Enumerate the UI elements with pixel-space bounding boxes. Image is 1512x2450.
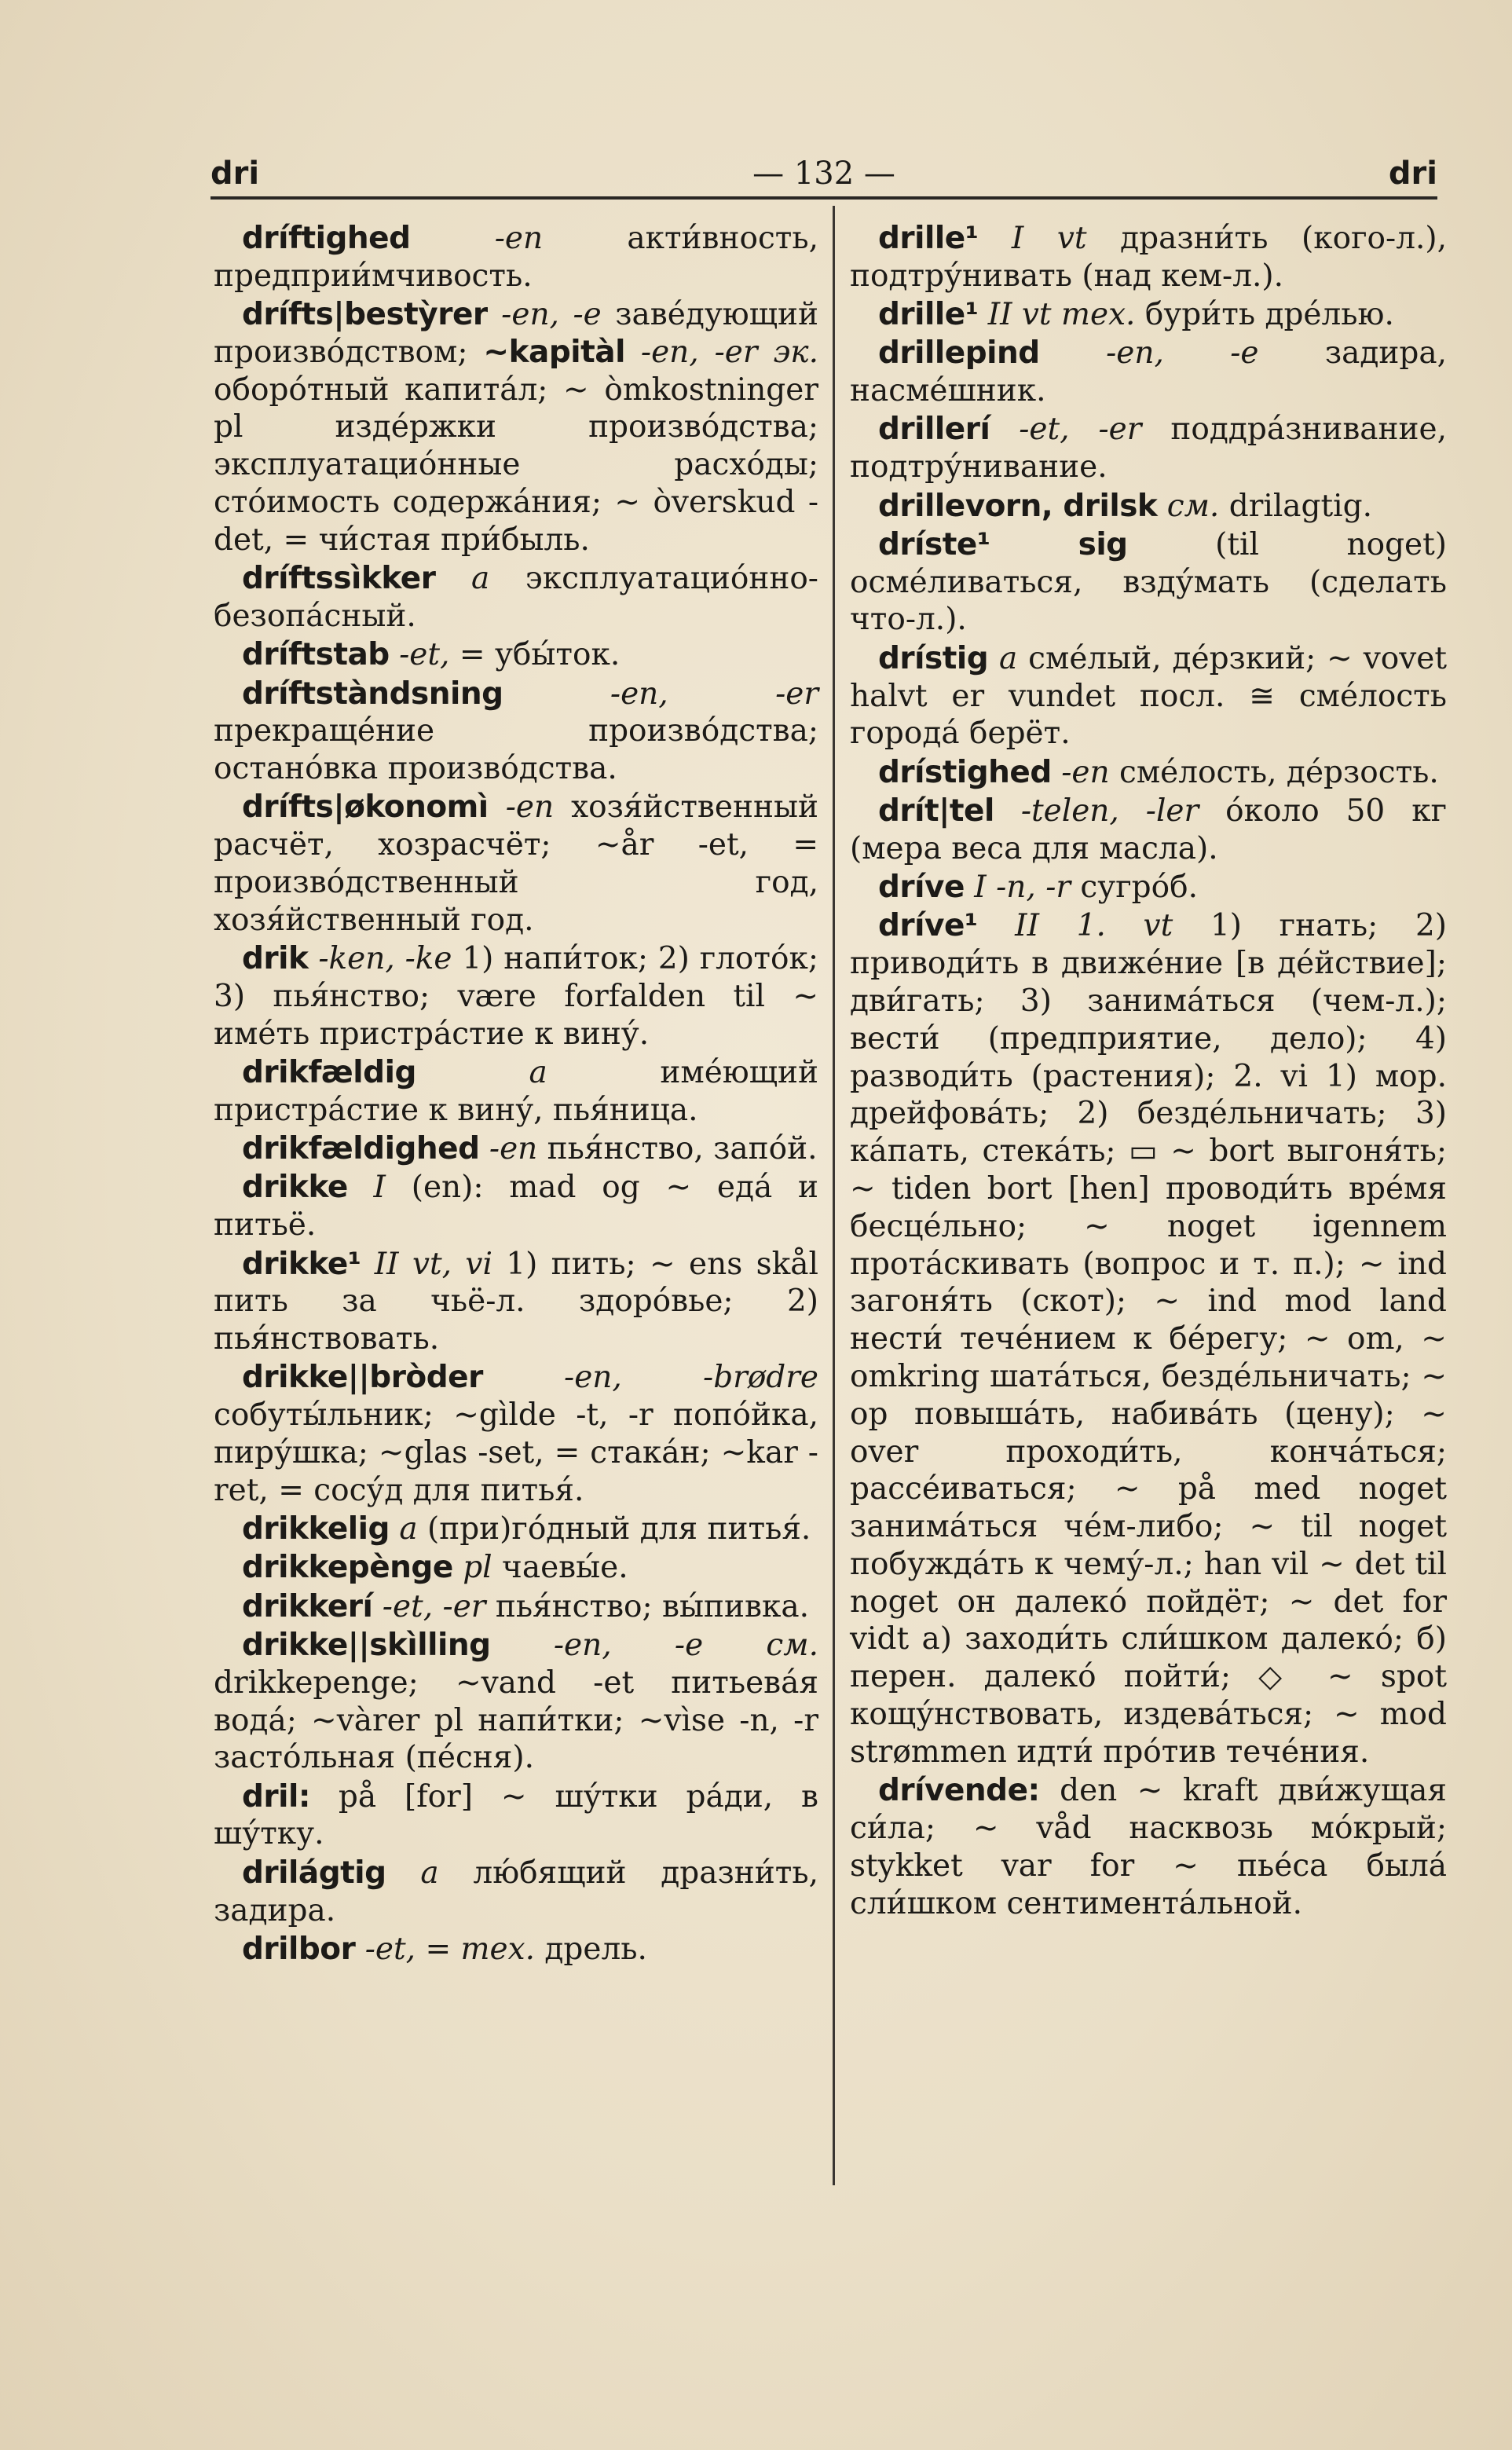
entry-grammar: -telen, -ler <box>994 793 1199 829</box>
dictionary-entry <box>214 1588 818 1626</box>
entry-definition: den ~ kraft дви́жущая си́ла; ~ våd насквозь мо́крый; stykket var for ~ пье́са была́ сли́шком сентимента́льной. <box>850 1773 1447 1921</box>
entry-grammar: -en, -er <box>503 676 818 712</box>
entry-headword: drífts|bestỳrer <box>242 297 488 333</box>
entry-grammar: -et, = тех. <box>355 1931 535 1967</box>
header-right-guideword: dri <box>1388 156 1437 192</box>
entry-definition: дразни́ть (кого-л.), подтру́нивать (над кем-л.). <box>850 221 1447 294</box>
entry-headword: drít|tel <box>878 793 994 829</box>
entry-grammar: -et, -er <box>372 1588 486 1624</box>
entry-grammar: -et, = <box>389 637 485 673</box>
dictionary-entry <box>214 940 818 1053</box>
entry-grammar: II vt тех. <box>978 297 1136 333</box>
dictionary-entry <box>850 1772 1447 1922</box>
entry-definition: (en): mad og ~ еда́ и питьё. <box>214 1170 818 1243</box>
dictionary-entry <box>850 640 1447 753</box>
dictionary-entry <box>850 488 1447 526</box>
dictionary-entry <box>850 869 1447 906</box>
entry-headword: drikke||bròder <box>242 1360 483 1396</box>
entry-grammar: -en, -brødre <box>482 1360 818 1396</box>
entry-headword: drikke||skìlling <box>242 1627 491 1663</box>
entry-headword: drikkepènge <box>242 1550 453 1586</box>
dictionary-entry <box>214 1778 818 1854</box>
entry-headword: drikke <box>242 1170 348 1206</box>
entry-grammar: -en <box>488 789 555 826</box>
entry-grammar: a <box>988 640 1018 676</box>
entry-headword: drillepind <box>878 335 1040 372</box>
entry-grammar: pl <box>452 1550 492 1586</box>
entry-headword: drilágtig <box>242 1855 386 1891</box>
entry-headword: dríftstàndsning <box>242 676 503 712</box>
dictionary-entry <box>214 789 818 939</box>
entry-headword: drífts|økonomì <box>242 789 489 826</box>
entry-definition: сме́лый, де́рзкий; ~ vovet halvt er vundet посл. ≅ сме́лость города́ берёт. <box>850 640 1448 752</box>
entry-headword: drille¹ <box>878 221 979 256</box>
entry-grammar: II vt, vi <box>361 1246 492 1282</box>
entry-definition: 1) гнать; 2) приводи́ть в движе́ние [в де́йствие]; дви́гать; 3) занима́ться (чем-л.); вести́ (предприятие, дело); 4) разводи́ть (растения); 2. vi 1) мор. дрейфова́ть; 2) безде́льничать; 3) ка́пать, стека́ть; ▭ ~ bort выгоня́ть; ~ tiden bort [hen] проводи́ть вре́мя бесце́льно; ~ noget igennem прота́скивать (вопрос и т. п.); ~ ind загоня́ть (скот); ~ ind mod land нести́ тече́нием к бе́регу; ~ om, ~ omkring шата́ться, безде́льничать; ~ op повыша́ть, набива́ть (цену); ~ over проходи́ть, конча́ться; рассе́иваться; ~ på med noget занима́ться че́м-либо; ~ til noget побужда́ть к чему́-л.; han vil ~ det til noget он далеко́ пойдёт; ~ det for vidt а) заходи́ть сли́шком далеко́; б) перен. далеко́ пойти́; ◇ ~ spot кощу́нствовать, издева́ться; ~ mod strømmen идти́ про́тив тече́ния. <box>850 908 1447 1770</box>
entry-definition: пья́нство, запо́й. <box>537 1131 818 1167</box>
entry-definition: drikkepenge; ~vand -et питьева́я вода́; ~vàrer pl напи́тки; ~vìse -n, -r засто́льная (пе́сня). <box>214 1664 818 1776</box>
entry-headword: drikkelig <box>242 1511 390 1547</box>
entry-definition: 1) пить; ~ ens skål пить за чьё-л. здоро́вье; 2) пья́нствовать. <box>214 1246 818 1357</box>
entry-headword: drille¹ <box>878 297 979 333</box>
entry-grammar: -en <box>479 1131 538 1167</box>
entry-definition: (при)го́дный для питья́. <box>417 1511 811 1547</box>
entry-headword: drikkerí <box>242 1588 373 1624</box>
entry-definition: прекраще́ние произво́дства; остано́вка произво́дства. <box>214 713 818 787</box>
entry-grammar: -en, -e <box>1039 335 1259 372</box>
entry-headword: dríftstab <box>242 637 390 673</box>
entry-headword: dríftssìkker <box>242 561 436 597</box>
entry-headword: drikfældighed <box>242 1131 480 1167</box>
entry-definition: пья́нство; вы́пивка. <box>485 1588 810 1624</box>
entry-grammar: a <box>386 1855 439 1891</box>
entry-definition: эксплуатацио́нно-безопа́сный. <box>214 561 818 634</box>
dictionary-entry <box>850 220 1447 295</box>
dictionary-entry <box>850 296 1447 334</box>
entry-headword: drillevorn, drilsk <box>878 488 1158 524</box>
dictionary-entry <box>214 1511 818 1548</box>
entry-definition: лю́бящий дразни́ть, задира. <box>214 1855 818 1928</box>
entry-headword: dríste¹ sig <box>878 526 1128 562</box>
dictionary-entry <box>214 1130 818 1168</box>
entry-definition: о́коло 50 кг (мера веса для масла). <box>850 793 1447 866</box>
dictionary-entry <box>850 754 1447 792</box>
entry-definition: убы́ток. <box>485 637 621 673</box>
entry-headword: drístig <box>878 640 989 676</box>
dictionary-entry <box>214 220 818 295</box>
entry-definition: хозя́йственный расчёт, хозрасчёт; ~år -et, = произво́дственный год, хозя́йственный год. <box>214 789 818 938</box>
entry-grammar: -en, -e <box>487 297 602 333</box>
entry-definition: (til noget) осме́ливаться, взду́мать (сделать что-л.). <box>850 526 1447 638</box>
entry-definition: задира, насме́шник. <box>850 335 1448 409</box>
entry-grammar: a <box>416 1055 547 1091</box>
right-column <box>850 220 1447 1924</box>
entry-headword: dríve <box>878 870 965 906</box>
entry-definition: чаевы́е. <box>492 1550 628 1586</box>
entry-grammar: I -n, -r <box>964 870 1071 906</box>
entry-definition: собуты́льник; ~gìlde -t, -r попо́йка, пиру́шка; ~glas -set, = стака́н; ~kar -ret, = сосу́д для питья́. <box>214 1397 818 1508</box>
entry-grammar: -et, -er <box>990 412 1142 448</box>
dictionary-entry <box>214 676 818 788</box>
entry-headword: drillerí <box>878 412 990 448</box>
dictionary-entry <box>214 1855 818 1930</box>
entry-grammar: a <box>389 1511 418 1547</box>
entry-grammar: I vt <box>978 221 1087 256</box>
dictionary-entry <box>214 1169 818 1244</box>
entry-definition: 1) напи́ток; 2) глото́к; 3) пья́нство; være forfalden til ~ име́ть пристра́стие к вину́. <box>214 941 818 1052</box>
entry-definition: акти́вность, предприи́мчивость. <box>214 221 818 294</box>
column-divider <box>833 206 835 2185</box>
dictionary-entry <box>214 1931 818 1968</box>
dictionary-entry <box>214 560 818 635</box>
entry-headword: drik <box>242 941 309 977</box>
entry-grammar: -en <box>1051 754 1110 790</box>
entry-grammar: -en, -e см. <box>490 1627 818 1663</box>
dictionary-entry <box>214 1054 818 1130</box>
entry-definition: поддра́знивание, подтру́нивание. <box>850 412 1448 485</box>
entry-definition: оборо́тный капита́л; ~ òmkostninger pl изде́ржки произво́дства; эксплуатацио́нные расхо́ды; сто́имость содержа́ния; ~ òverskud -det, = чи́стая при́быль. <box>214 372 818 558</box>
entry-definition: бури́ть дре́лью. <box>1135 297 1394 333</box>
entry-definition: сме́лость, де́рзость. <box>1109 754 1439 790</box>
entry-headword: drístighed <box>878 754 1052 790</box>
entry-grammar: II 1. vt <box>977 908 1173 944</box>
entry-definition: drilagtig. <box>1219 488 1373 524</box>
entry-headword: ~kapitàl <box>483 334 625 370</box>
entry-grammar: a <box>435 561 490 597</box>
entry-grammar: см. <box>1157 488 1220 524</box>
entry-headword: drikke¹ <box>242 1246 361 1282</box>
dictionary-entry <box>214 1359 818 1509</box>
entry-definition: сугро́б. <box>1071 870 1198 906</box>
entry-grammar: -en <box>410 221 544 256</box>
page-header <box>211 151 1437 200</box>
entry-grammar: -ken, -ke <box>308 941 452 977</box>
entry-definition: заве́дующий произво́дством; <box>214 297 818 370</box>
entry-grammar: -en, -er эк. <box>624 334 818 370</box>
entry-grammar: I <box>347 1170 386 1206</box>
entry-definition: på [for] ~ шу́тки ра́ди, в шу́тку. <box>214 1778 818 1852</box>
header-left-guideword: dri <box>211 156 260 192</box>
dictionary-entry <box>214 296 818 559</box>
dictionary-entry <box>850 335 1447 410</box>
entry-definition: дрель. <box>535 1931 647 1967</box>
dictionary-entry <box>214 1627 818 1777</box>
left-column <box>214 220 818 1969</box>
entry-headword: dríve¹ <box>878 908 978 944</box>
entry-definition: име́ющий пристра́стие к вину́, пья́ница. <box>214 1055 818 1128</box>
entry-headword: dril: <box>242 1778 310 1815</box>
page-number: — 132 — <box>752 156 895 192</box>
dictionary-entry <box>850 411 1447 486</box>
entry-headword: dríftighed <box>242 221 411 256</box>
dictionary-entry <box>214 636 818 674</box>
entry-headword: drívende: <box>878 1773 1040 1809</box>
dictionary-entry <box>850 526 1447 639</box>
dictionary-entry <box>850 907 1447 1771</box>
dictionary-entry <box>214 1549 818 1587</box>
entry-headword: drilbor <box>242 1931 356 1967</box>
dictionary-entry <box>214 1246 818 1358</box>
dictionary-entry <box>850 793 1447 868</box>
entry-headword: drikfældig <box>242 1055 416 1091</box>
